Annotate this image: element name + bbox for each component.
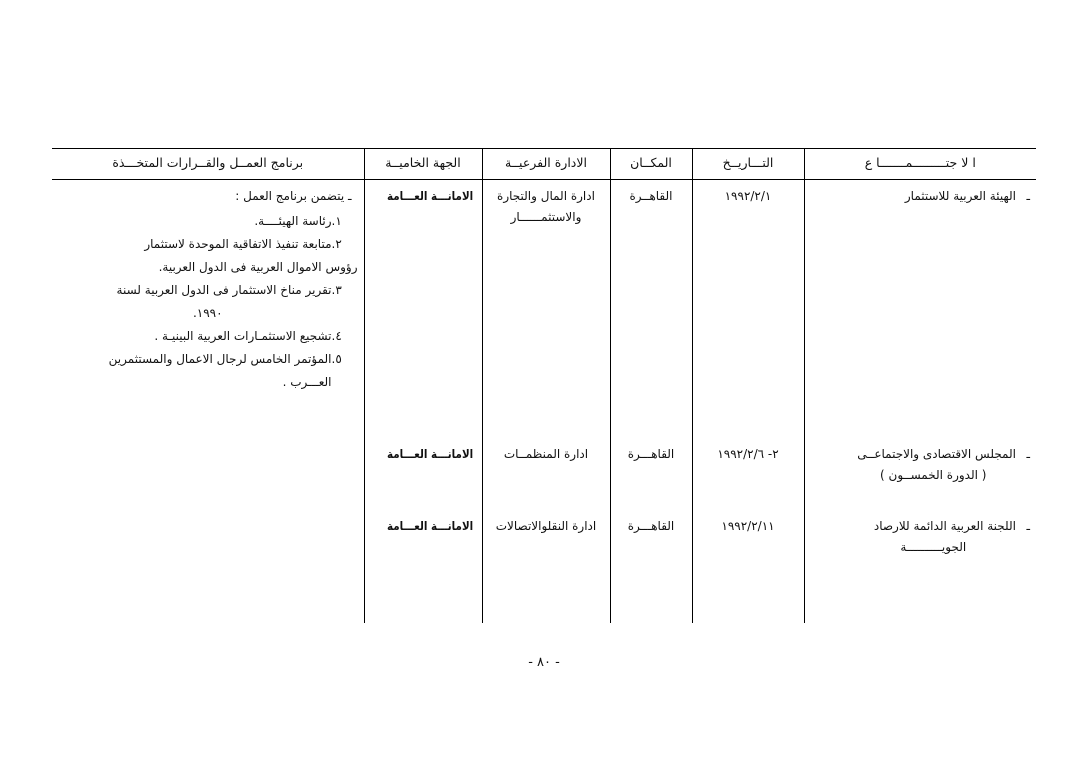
meeting-title-line xyxy=(811,516,1031,537)
cell-program xyxy=(52,180,364,439)
program-item xyxy=(58,349,358,370)
table-row xyxy=(52,180,1036,439)
table-header-row xyxy=(52,149,1036,180)
column-header-subdepartment: الادارة الفرعيــة xyxy=(482,149,610,180)
table-row xyxy=(52,438,1036,510)
program-item-number: ٣. xyxy=(331,283,342,297)
meeting-title-line xyxy=(811,186,1031,207)
column-header-program: برنامج العمــل والقــرارات المتخـــذة xyxy=(52,149,364,180)
cell-place: القاهـــرة xyxy=(610,438,692,510)
cell-date: ١٩٩٢/٢/١ xyxy=(692,180,804,439)
subdepartment-line-1: ادارة المنظمــات xyxy=(503,447,589,461)
meeting-title: اللجنة العربية الدائمة للارصاد xyxy=(873,519,1016,533)
program-item xyxy=(58,234,358,255)
program-intro: ـ يتضمن برنامج العمل : xyxy=(235,189,352,203)
subdepartment-line-2: والاستثمــــــار xyxy=(510,210,582,224)
cell-place: القاهـــرة xyxy=(610,510,692,623)
table-body xyxy=(52,180,1036,624)
cell-place: القاهــرة xyxy=(610,180,692,439)
subdepartment-line-1: ادارة المال والتجارة xyxy=(497,189,595,203)
program-item-number: ٢. xyxy=(331,237,342,251)
cell-date: ١٩٩٢/٢/١١ xyxy=(692,510,804,623)
cell-program xyxy=(52,510,364,623)
program-item-text: رئاسة الهيئــــة. xyxy=(254,214,332,228)
column-header-meeting: ا لا جتـــــــــمـــــــا ع xyxy=(804,149,1036,180)
column-header-department: الجهة الخاميــة xyxy=(364,149,482,180)
department-label: الامانـــة العـــامة xyxy=(386,447,474,461)
list-dash: ـ xyxy=(1026,189,1030,203)
cell-date: ٢- ١٩٩٢/٢/٦ xyxy=(692,438,804,510)
department-label: الامانـــة العـــامة xyxy=(386,189,474,203)
program-item-number: ٥. xyxy=(331,352,342,366)
list-dash: ـ xyxy=(1026,447,1030,461)
meeting-subtitle: الجويــــــــــة xyxy=(900,540,967,554)
program-item-number: ٤. xyxy=(331,329,342,343)
program-item xyxy=(58,211,358,232)
cell-meeting xyxy=(804,438,1036,510)
meeting-title-line xyxy=(811,444,1031,465)
program-item-continuation: ١٩٩٠. xyxy=(192,306,223,320)
program-item xyxy=(58,280,358,301)
program-item-continuation: العـــرب . xyxy=(282,375,332,389)
page-number: - ٨٠ - xyxy=(528,655,560,670)
table-header xyxy=(52,149,1036,180)
program-item-number: ١. xyxy=(331,214,342,228)
cell-subdepartment xyxy=(482,510,610,623)
table-row xyxy=(52,510,1036,623)
cell-program xyxy=(52,438,364,510)
column-header-place: المكــان xyxy=(610,149,692,180)
cell-meeting xyxy=(804,510,1036,623)
program-item-text: متابعة تنفيذ الاتفاقية الموحدة لاستثمار xyxy=(144,237,332,251)
meeting-subtitle: ( الدورة الخمســون ) xyxy=(880,468,987,482)
program-item-text: المؤتمر الخامس لرجال الاعمال والمستثمرين xyxy=(108,352,332,366)
cell-meeting xyxy=(804,180,1036,439)
schedule-table xyxy=(52,148,1036,623)
program-item-text: تشجيع الاستثمـارات العربية البينيـة . xyxy=(154,329,332,343)
meeting-title: المجلس الاقتصادى والاجتماعــى xyxy=(857,447,1016,461)
subdepartment-line-1: ادارة النقلوالاتصالات xyxy=(495,519,597,533)
department-label: الامانـــة العـــامة xyxy=(386,519,474,533)
list-dash: ـ xyxy=(1026,519,1030,533)
cell-subdepartment xyxy=(482,180,610,439)
cell-department xyxy=(364,180,482,439)
program-item-continuation: رؤوس الاموال العربية فى الدول العربية. xyxy=(158,260,358,274)
meeting-title: الهيئة العربية للاستثمار xyxy=(904,189,1016,203)
cell-department xyxy=(364,510,482,623)
cell-department xyxy=(364,438,482,510)
column-header-date: التـــاريــخ xyxy=(692,149,804,180)
program-item-text: تقرير مناخ الاستثمار فى الدول العربية لسنة xyxy=(116,283,332,297)
program-item xyxy=(58,326,358,347)
cell-subdepartment xyxy=(482,438,610,510)
